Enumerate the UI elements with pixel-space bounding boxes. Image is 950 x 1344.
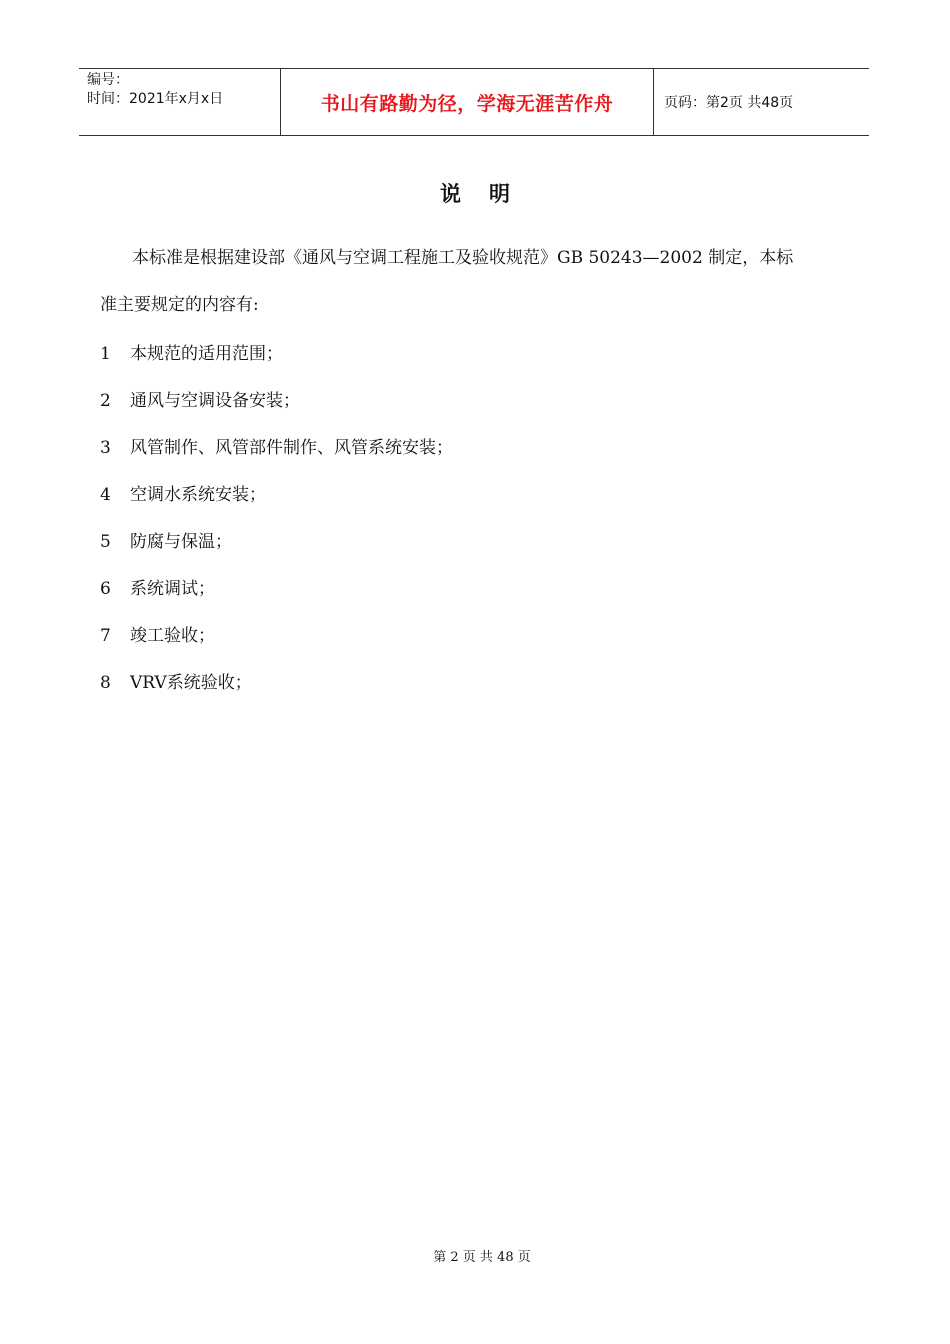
item-text: VRV系统验收； — [130, 673, 252, 693]
page-header — [79, 68, 869, 136]
item-text: 防腐与保温； — [130, 532, 232, 552]
item-text: 通风与空调设备安装； — [130, 391, 300, 411]
item-text: 系统调试； — [130, 579, 215, 599]
item-number: 2 — [100, 391, 111, 411]
header-page-info: 页码：第2页 共48页 — [664, 95, 794, 111]
item-number: 4 — [100, 485, 111, 505]
item-number: 3 — [100, 438, 111, 458]
item-text: 空调水系统安装； — [130, 485, 266, 505]
item-number: 5 — [100, 532, 111, 552]
item-text: 风管制作、风管部件制作、风管系统安装； — [130, 438, 453, 458]
list-item — [100, 378, 800, 425]
intro-line-2: 准主要规定的内容有: — [100, 295, 259, 315]
list-item — [100, 472, 800, 519]
item-number: 7 — [100, 626, 111, 646]
number-label: 编号： — [87, 72, 129, 88]
document-title: 说明 — [440, 182, 538, 206]
list-item — [100, 331, 800, 378]
intro-line-1: 本标准是根据建设部《通风与空调工程施工及验收规范》GB 50243—2002 制定，本标 — [132, 248, 794, 268]
item-text: 本规范的适用范围； — [130, 344, 283, 364]
header-motto: 书山有路勤为径，学海无涯苦作舟 — [281, 69, 654, 135]
intro-paragraph — [100, 235, 860, 329]
page-footer: 第 2 页 共 48 页 — [433, 1250, 531, 1265]
list-item — [100, 566, 800, 613]
item-text: 竣工验收； — [130, 626, 215, 646]
list-item — [100, 519, 800, 566]
date-label: 时间：2021年x月x日 — [87, 91, 224, 107]
item-number: 1 — [100, 344, 111, 364]
item-number: 6 — [100, 579, 111, 599]
list-item — [100, 613, 800, 660]
list-item — [100, 425, 800, 472]
content-list — [100, 331, 800, 707]
header-meta-cell — [79, 69, 281, 135]
list-item — [100, 660, 800, 707]
item-number: 8 — [100, 673, 111, 693]
